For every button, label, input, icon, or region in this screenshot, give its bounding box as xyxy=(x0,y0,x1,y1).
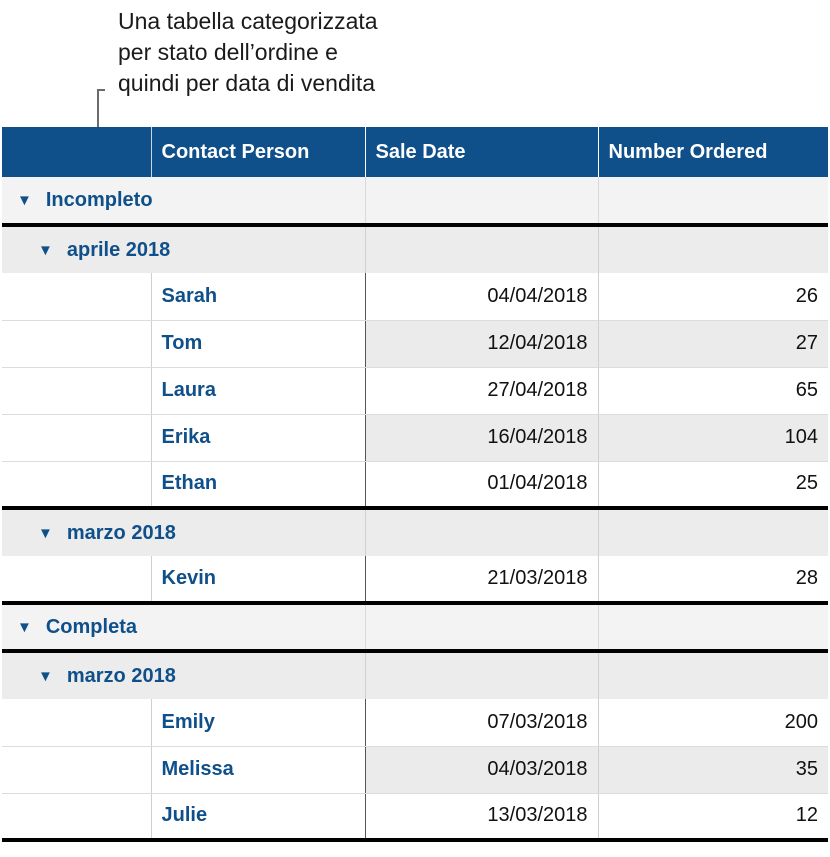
header-cell-sale-date[interactable]: Sale Date xyxy=(365,127,598,177)
header-cell-contact-person[interactable]: Contact Person xyxy=(151,127,365,177)
group-label-cell[interactable] xyxy=(2,603,365,651)
disclosure-triangle-down-icon[interactable]: ▼ xyxy=(17,191,32,209)
table-row xyxy=(2,699,828,746)
categorized-table xyxy=(2,127,828,842)
subgroup-summary-cell[interactable] xyxy=(598,225,828,273)
sale-date-cell[interactable]: 04/04/2018 xyxy=(365,273,598,320)
contact-person-cell[interactable]: Ethan xyxy=(151,461,365,508)
group-row-incompleto xyxy=(2,177,828,225)
subgroup-label-cell[interactable] xyxy=(2,508,365,556)
table-row xyxy=(2,793,828,840)
subgroup-row-marzo-2018 xyxy=(2,508,828,556)
empty-cell[interactable] xyxy=(2,699,151,746)
number-ordered-cell[interactable]: 200 xyxy=(598,699,828,746)
group-label: Completa xyxy=(45,615,137,638)
group-summary-cell[interactable] xyxy=(598,177,828,225)
subgroup-row-marzo-2018 xyxy=(2,651,828,699)
group-label-cell[interactable] xyxy=(2,177,365,225)
callout-text xyxy=(118,6,378,99)
table-row xyxy=(2,414,828,461)
subgroup-label-cell[interactable] xyxy=(2,651,365,699)
sale-date-cell[interactable]: 07/03/2018 xyxy=(365,699,598,746)
disclosure-triangle-down-icon[interactable]: ▼ xyxy=(38,667,53,685)
subgroup-summary-cell[interactable] xyxy=(365,651,598,699)
contact-person-cell[interactable]: Laura xyxy=(151,367,365,414)
empty-cell[interactable] xyxy=(2,320,151,367)
table-row xyxy=(2,556,828,603)
subgroup-label-cell[interactable] xyxy=(2,225,365,273)
number-ordered-cell[interactable]: 35 xyxy=(598,746,828,793)
empty-cell[interactable] xyxy=(2,367,151,414)
table-row xyxy=(2,273,828,320)
subgroup-label: aprile 2018 xyxy=(66,238,171,261)
number-ordered-cell[interactable]: 12 xyxy=(598,793,828,840)
contact-person-cell[interactable]: Sarah xyxy=(151,273,365,320)
subgroup-label: marzo 2018 xyxy=(66,664,176,687)
group-label: Incompleto xyxy=(45,188,153,211)
contact-person-cell[interactable]: Tom xyxy=(151,320,365,367)
contact-person-cell[interactable]: Emily xyxy=(151,699,365,746)
sale-date-cell[interactable]: 27/04/2018 xyxy=(365,367,598,414)
group-row-completa xyxy=(2,603,828,651)
group-summary-cell[interactable] xyxy=(365,603,598,651)
subgroup-summary-cell[interactable] xyxy=(365,508,598,556)
contact-person-cell[interactable]: Julie xyxy=(151,793,365,840)
sale-date-cell[interactable]: 12/04/2018 xyxy=(365,320,598,367)
empty-cell[interactable] xyxy=(2,556,151,603)
sale-date-cell[interactable]: 01/04/2018 xyxy=(365,461,598,508)
group-summary-cell[interactable] xyxy=(365,177,598,225)
sale-date-cell[interactable]: 16/04/2018 xyxy=(365,414,598,461)
contact-person-cell[interactable]: Erika xyxy=(151,414,365,461)
subgroup-summary-cell[interactable] xyxy=(598,508,828,556)
subgroup-summary-cell[interactable] xyxy=(365,225,598,273)
number-ordered-cell[interactable]: 25 xyxy=(598,461,828,508)
number-ordered-cell[interactable]: 104 xyxy=(598,414,828,461)
sale-date-cell[interactable]: 21/03/2018 xyxy=(365,556,598,603)
header-row xyxy=(2,127,828,177)
number-ordered-cell[interactable]: 27 xyxy=(598,320,828,367)
header-cell-number-ordered[interactable]: Number Ordered xyxy=(598,127,828,177)
subgroup-summary-cell[interactable] xyxy=(598,651,828,699)
group-summary-cell[interactable] xyxy=(598,603,828,651)
sale-date-cell[interactable]: 04/03/2018 xyxy=(365,746,598,793)
empty-cell[interactable] xyxy=(2,793,151,840)
subgroup-row-aprile-2018 xyxy=(2,225,828,273)
subgroup-label: marzo 2018 xyxy=(66,521,176,544)
empty-cell[interactable] xyxy=(2,461,151,508)
callout-line-3: quindi per data di vendita xyxy=(118,70,376,96)
disclosure-triangle-down-icon[interactable]: ▼ xyxy=(38,524,53,542)
number-ordered-cell[interactable]: 65 xyxy=(598,367,828,414)
header-cell-category[interactable] xyxy=(2,127,151,177)
table-row xyxy=(2,461,828,508)
disclosure-triangle-down-icon[interactable]: ▼ xyxy=(38,241,53,259)
empty-cell[interactable] xyxy=(2,746,151,793)
contact-person-cell[interactable]: Melissa xyxy=(151,746,365,793)
empty-cell[interactable] xyxy=(2,273,151,320)
table-row xyxy=(2,320,828,367)
sale-date-cell[interactable]: 13/03/2018 xyxy=(365,793,598,840)
callout-line-2: per stato dell’ordine e xyxy=(118,39,338,65)
contact-person-cell[interactable]: Kevin xyxy=(151,556,365,603)
table-row xyxy=(2,746,828,793)
callout-line-1: Una tabella categorizzata xyxy=(118,8,378,34)
number-ordered-cell[interactable]: 26 xyxy=(598,273,828,320)
empty-cell[interactable] xyxy=(2,414,151,461)
table-row xyxy=(2,367,828,414)
number-ordered-cell[interactable]: 28 xyxy=(598,556,828,603)
disclosure-triangle-down-icon[interactable]: ▼ xyxy=(17,618,32,636)
